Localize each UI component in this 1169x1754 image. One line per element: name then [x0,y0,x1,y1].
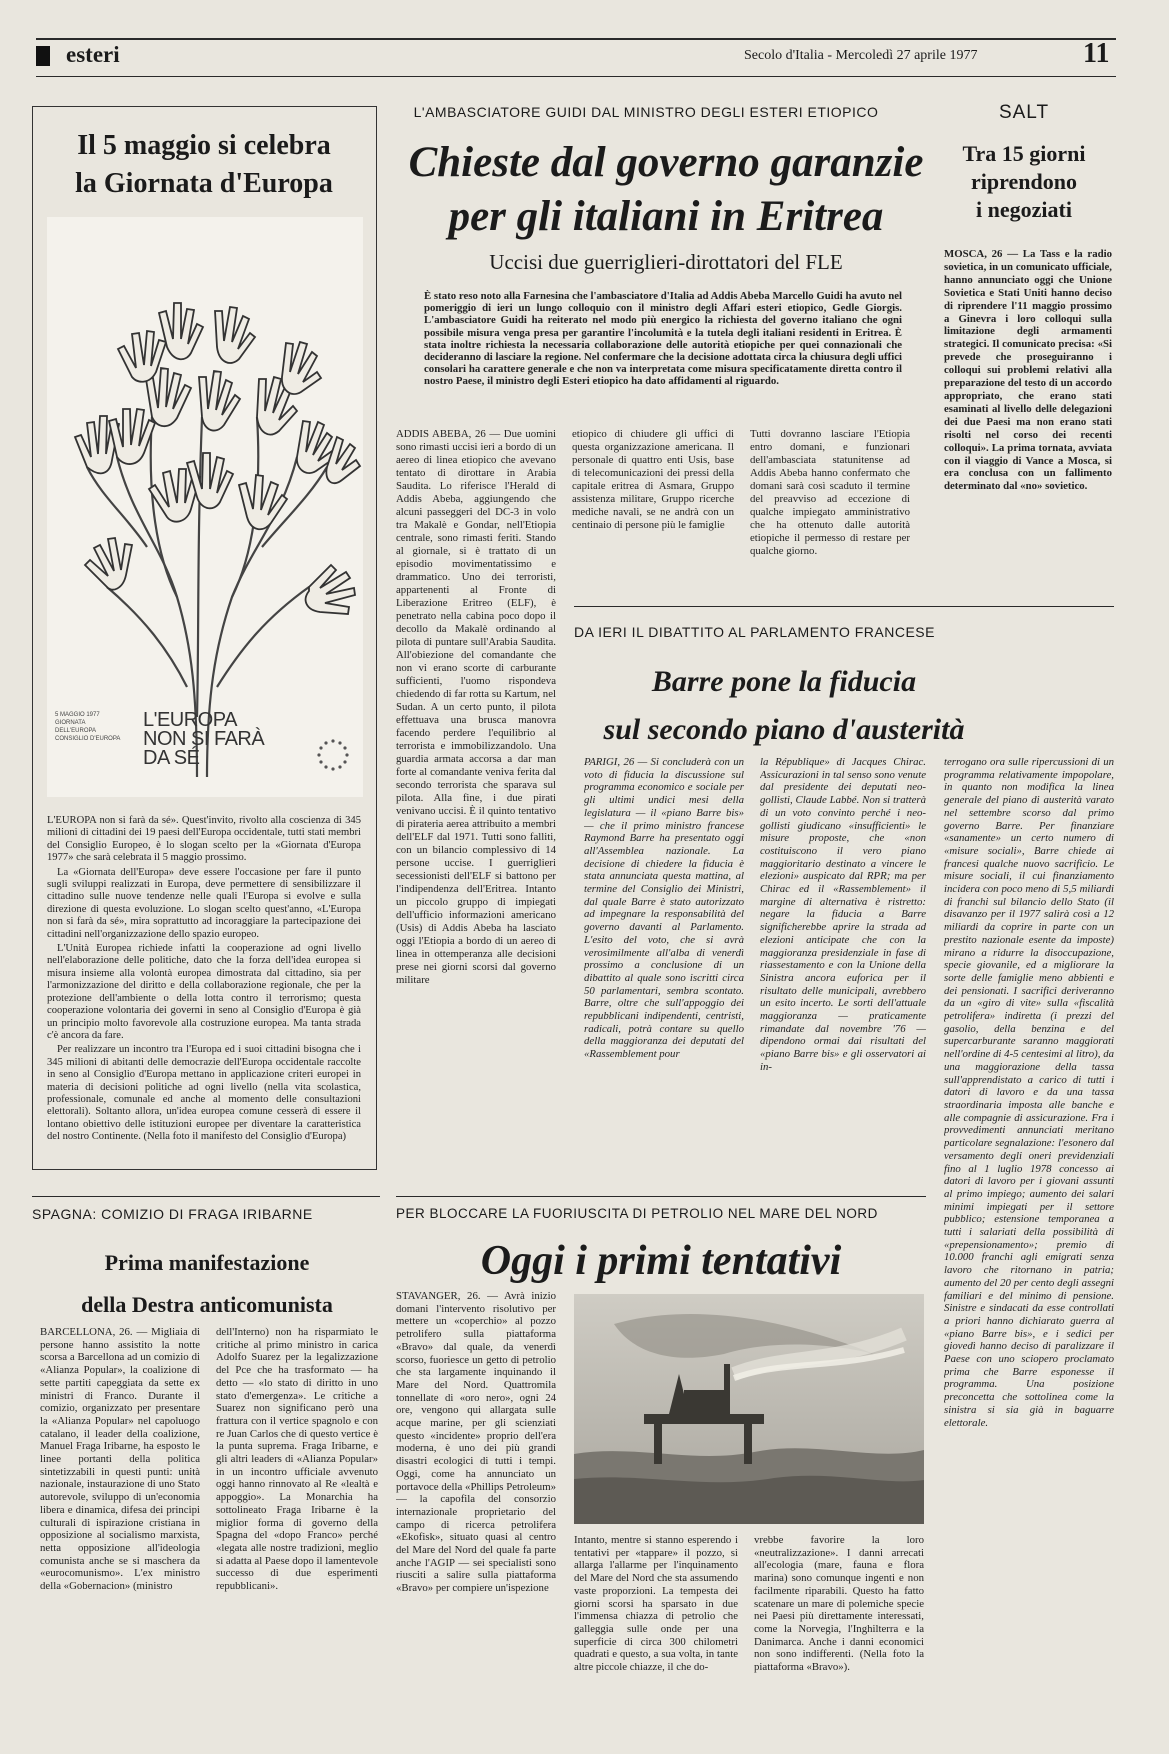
poster-slogan [143,711,264,768]
francia-top-rule [574,606,1114,607]
spagna-title-line2: della Destra anticomunista [81,1292,333,1317]
spagna-title-line1: Prima manifestazione [104,1250,310,1275]
header-top-rule [36,38,1116,40]
eritrea-col3: Tutti dovranno lasciare l'Etiopia entro domani, e funzionari dell'ambasciata statunitense ad Addis Abeba hanno confermato che domani sarà così scaduto il termine del preavviso ad eccezione di qualche impiegato amministrativo che ha ottenuto dalle autorità etiopiche il permesso di restare per qualche giorno. [750,428,910,557]
francia-title-line1: Barre pone la fiducia [651,665,917,698]
poster-slogan-line1: L'EUROPA [143,709,237,731]
salt-article [944,96,1120,616]
francia-col2: la République» di Jacques Chirac. Assicurazioni in tal senso sono venute dal presidente dei deputati neo-gollisti, Claude Labbé. Non si tratterà di un voto convinto perché i neo-gollisti giudicano «insufficienti» le misure proposte, che «non costituiscono il vero piano maggioritario destinato a vincere le elezioni» auspicato dal RPR; ma per Chirac ed il «Rassemblement» il margine di alternativa è ristretto: negare la fiducia a Barre significherebbe aprire la strada ad elezioni anticipate che con la maggioranza presidenziale in fase di riassestamento e con la Unione della Sinistra ancora euforica per il risultato delle municipali, avrebbero un esito incerto. Le sorti dell'attuale maggioranza — praticamente rimandate dal novembre '76 — dipendono ormai dai risultati del «piano Barre bis» e gli osservatori ai in- [760,756,926,1073]
petrolio-title: Oggi i primi tentativi [480,1238,842,1284]
page-header [0,0,1169,80]
poster-fineprint: 5 MAGGIO 1977 GIORNATA DELL'EUROPA CONSIGLIO D'EUROPA [55,712,121,742]
spagna-title [32,1242,382,1326]
salt-body: MOSCA, 26 — La Tass e la radio sovietica, in un comunicato ufficiale, hanno annunciato oggi che Unione Sovietica e Stati Uniti hanno deciso di riprendere l'11 maggio prossimo a Ginevra i loro colloqui sulla limitazione degli armamenti strategici. Il comunicato precisa: «Si prevede che proseguiranno i colloqui sui problemi relativi alla preparazione del testo di un accordo appropriato, che erano stati esaminati al livello delle delegazioni dei due Paesi ma non erano stati risolti nel corso dei recenti colloqui». La prima tornata, avviata con il viaggio di Vance a Mosca, si era conclusa con un fallimento determinato dal «no» sovietico. [944,248,1112,493]
eritrea-title [396,136,936,244]
oil-platform-photo [574,1294,924,1524]
section-marker [36,46,50,66]
europa-paragraph: L'Unità Europea richiede infatti la cooperazione ad ogni livello nell'elaborazione delle politiche, dato che la forza dell'idea europea si misura insieme alla volontà europea dimostrata dal cittadino, sia per l'armonizzazione del diritto e della collaborazione regionale, che per la protezione dell'ambiente o della lotta contro il terrorismo; questa cooperazione volontaria dei governi in seno al Consiglio d'Europa è già un principio molto favorevole alla costruzione europea. Ma tanta strada c'è ancora da fare. [47,943,361,1041]
salt-title-line1: Tra 15 giorni [962,141,1086,166]
eritrea-kicker: L'AMBASCIATORE GUIDI DAL MINISTRO DEGLI ESTERI ETIOPICO [413,104,879,120]
page-number: 11 [1083,38,1110,69]
europa-paragraph: Per realizzare un incontro tra l'Europa ed i suoi cittadini bisogna che i 345 milioni di abitanti delle democrazie dell'Europa occidentale raccolte in seno al Consiglio d'Europa mettano in applicazione criteri europei in materia di decisioni politiche ad ogni livello (nella vita scolastica, professionale, comunale ed anche al momento delle consultazioni elettorali). Soltanto allora, un'idea europea comune cesserà di essere il lontano obiettivo delle istituzioni europee per diventare la caratteristica del nostro Continente. (Nella foto il manifesto del Consiglio d'Europa) [47,1044,361,1143]
europa-title [33,127,375,203]
europa-title-line2: la Giornata d'Europa [75,168,333,199]
salt-kicker: SALT [998,102,1050,123]
salt-title-line3: i negoziati [976,197,1072,222]
petrolio-kicker: PER BLOCCARE LA FUORIUSCITA DI PETROLIO NEL MARE DEL NORD [396,1206,878,1221]
eritrea-subtitle: Uccisi due guerriglieri-dirottatori del FLE [489,250,843,274]
oil-platform-photo-icon [574,1294,924,1524]
council-of-europe-stars-icon [315,737,351,773]
petrolio-col3: vrebbe favorire la loro «neutralizzazione». I danni arrecati all'ecologia (mare, fauna e flora marina) sono comunque ingenti e non facilmente riparabili. Questo ha fatto scatenare un mare di polemiche specie nei Paesi più direttamente interessati, come la Norvegia, l'Inghilterra e la Danimarca. Anche i danni economici non sono indifferenti. (Nella foto la piattaforma «Bravo»). [754,1534,924,1674]
section-label: esteri [66,42,120,67]
petrolio-col1: STAVANGER, 26. — Avrà inizio domani l'intervento risolutivo per mettere un «coperchio» al pozzo petrolifero sulla piattaforma «Bravo» dal quale, da venerdì scorso, fuoriesce un getto di petrolio che sta largamente inquinando il Mare del Nord. Quattromila tonnellate di «oro nero», ogni 24 ore, vengono qui allargata sulle acque marine, per gli scienziati questo «incidente» proprio dell'era moderna, è uno dei più grandi disastri ecologici di tutti i tempi. Oggi, come ha annunciato un portavoce della «Phillips Petroleum» — la capofila del consorzio internazionale proprietario del campo di ricerca petrolifera «Ekofisk», situato quasi al centro del Mare del Nord del quale fa parte anche l'AGIP — sei specialisti sono riusciti a salire sulla piattaforma «Bravo» per compiere un'ispezione [396,1290,556,1595]
dateline: Secolo d'Italia - Mercoledì 27 aprile 1977 [744,48,978,63]
eritrea-lead: È stato reso noto alla Farnesina che l'ambasciatore d'Italia ad Addis Abeba Marcello Guidi ha avuto nel pomeriggio di ieri un lungo colloquio con il ministro degli Affari esteri etiopico, Gedle Giorgis. L'ambasciatore Guidi ha reiterato nel modo più energico la richiesta del governo italiano che ogni possibile misura venga presa per garantire l'incolumità e la tutela degli italiani residenti in Eritrea. È stata inoltre richiesta la necessaria collaborazione delle autorità etiopiche per quei connazionali che decideranno di lasciare la regione. Nel confermare che la decisione adottata circa la chiusura degli uffici consolari ha carattere generale e che non va interpretata come misura specificatamente diretta contro il nostro Paese, il ministro degli Esteri etiopico ha dato affidamenti al riguardo. [424,290,902,388]
petrolio-article [396,1200,936,1740]
eritrea-title-line2: per gli italiani in Eritrea [448,193,884,240]
poster-slogan-line3: DA SÉ [143,747,200,769]
petrolio-col2: Intanto, mentre si stanno esperendo i tentativi per «tappare» il pozzo, si allarga l'allarme per l'inquinamento del Mare del Nord che sta assumendo vaste proporzioni. La tempesta dei giorni scorsi ha sparsato in due l'immensa chiazza di petrolio che galleggia sulle onde per una superficie di circa 300 chilometri quadrati e questo, a sua volta, in tante altre piccole chiazze, il che do- [574,1534,738,1674]
europa-paragraph: L'EUROPA non si farà da sé». Quest'invito, rivolto alla coscienza di 345 milioni di cittadini dei 19 paesi dell'Europa occidentale, tutti stati membri del Consiglio Europeo, è lo slogan scelto per la «Giornata d'Europa 1977» che sarà celebrata il 5 maggio prossimo. [47,815,361,864]
petrolio-top-rule [396,1196,926,1197]
spagna-col2: dell'Interno) non ha risparmiato le critiche al primo ministro in carica Adolfo Suarez per la legalizzazione del Pce che ha trasformato — ha detto — «lo stato di diritto in uno stato d'emergenza». Le critiche a Suarez non significano però una frattura con il vertice spagnolo e con re Juan Carlos che di questo vertice è la punta suprema. Fraga Iribarne, e gli altri leaders di «Alianza Popular» in un incontro ufficiale avvenuto oggi hanno rinnovato al Re «lealtà e appoggio». La Monarchia ha sottolineato Fraga Iribarne è la miglior forma di governo della Spagna del «dopo Franco» perché «legata alle nostre tradizioni, meglio si adatta al Paese dopo il lamentevole successo di due esperimenti repubblicani». [216,1326,378,1593]
poster-slogan-line2: NON SI FARÀ [143,728,265,750]
francia-kicker: DA IERI IL DIBATTITO AL PARLAMENTO FRANCESE [574,624,935,640]
francia-col3: terrogano ora sulle ripercussioni di un programma relativamente impopolare, in quanto non modifica la linea generale del piano di austerità varato nel settembre scorso dal primo governo Barre. Per finanziare «sanamente» un certo numero di «misure sociali», Barre chiede ai francesi qualche nuovo sacrificio. Le misure sociali, il cui finanziamento incidera con poco meno di 5,5 miliardi di franchi sul bilancio dello Stato (il disavanzo per il 1977 salirà così a 12 miliardi da coprire in parte con un prestito nazionale esente da imposte) mirano a ridurre la disoccupazione, specie giovanile, ed a migliorare la sorte delle famiglie meno abbienti e dei pensionati. I sacrifici deriveranno da un «giro di vite» sulla «fiscalità petrolifera» indiretta (i prezzi del gasolio, della benzina e del supercarburante saranno maggiorati nell'ordine di 4-5 centesimi al litro), da una maggiorazione della tassa sull'apprendistato a carico di tutti i datori di lavoro e da una tassa straordinaria imposta alle banche e alle compagnie di assicurazione. Fra i provvedimenti annunciati meritano particolare segnalazione: l'esonero dal versamento degli oneri previdenziali fino al 1 luglio 1978 concesso ai datori di lavoro per i giovani assunti al primo impiego; aumento dei salari minimi impiegati per il settore pubblico; estensione temporanea a tutti i salariati della possibilità di «prepensionamento»; premio di 10.000 franchi agli emigrati senza lavoro che ritornano in patria; aumento del 20 per cento degli assegni familiari e del minimo di pensione. Sinistre e sindacati da esse controllati a priori hanno dichiarato guerra al «piano Barre bis», e i sedici per giovedì hanno deciso di paralizzare il Paese con uno sciopero proclamato prima che Barre esponesse il programma. Una posizione preconcetta che sottolinea come la sinistra si sia già in baguarre elettorale. [944,756,1114,1429]
europa-paragraph: La «Giornata dell'Europa» deve essere l'occasione per fare il punto sugli sviluppi realizzati in Europa, deve permettere di sensibilizzare il cittadino sulle nuove tendenze nelle quali l'Europa si evolve e sulla direzione di questa evoluzione. Lo slogan scelto quest'anno, «L'Europa non si farà da sé», mira soprattutto ad incoraggiare la partecipazione dei cittadini nell'organizzazione dello spazio europeo. [47,866,361,940]
eritrea-title-line1: Chieste dal governo garanzie [408,139,924,186]
salt-title [944,140,1104,224]
europa-title-line1: Il 5 maggio si celebra [77,130,331,161]
spagna-article [32,1200,382,1740]
francia-title-line2: sul secondo piano d'austerità [603,713,965,746]
salt-title-line2: riprendono [971,169,1077,194]
europa-poster [47,217,363,797]
spagna-top-rule [32,1196,380,1197]
spagna-kicker: SPAGNA: COMIZIO DI FRAGA IRIBARNE [32,1206,313,1222]
francia-col1: PARIGI, 26 — Si concluderà con un voto di fiducia la discussione sul programma economico e sociale per gli ultimi undici mesi della legislatura — il «piano Barre bis» — che il primo ministro francese Raymond Barre ha presentato oggi all'Assemblea nazionale. La decisione di chiedere la fiducia è stata annunciata questa mattina, al termine del Consiglio dei Ministri, dal quale Barre è stato autorizzato ad impegnare la responsabilità del governo davanti al Parlamento. L'esito del voto, che si avrà verosimilmente all'alba di venerdì prossimo a conclusione di un dibattito al quale sono iscritti circa 50 parlamentari, sembra scontato. Barre, oltre che sull'appoggio dei repubblicani indipendenti, centristi, radicali, potrà contare su quello della maggioranza dei deputati del «Rassemblement pour [584,756,744,1061]
europa-body [47,815,361,1161]
europa-article [32,106,377,1170]
francia-title [574,658,994,754]
eritrea-col1: ADDIS ABEBA, 26 — Due uomini sono rimasti uccisi ieri a bordo di un aereo di linea etiopico che avevano tentato di dirottare in Arabia Saudita. Lo riferisce l'Herald di Addis Abeba, aggiungendo che alcuni passeggeri del DC-3 in volo tra Makalè e Gondar, nell'Etiopia centrale, sono rimasti feriti. Stando al giornale, si è trattato di un episodio movimentatissimo e drammatico. Uno dei terroristi, appartenenti al Fronte di Liberazione Eritreo (ELF), è penetrato nella cabina poco dopo il decollo da Makalè ordinando al pilota di puntare sull'Arabia Saudita. All'obiezione del comandante che non vi erano scorte di carburante sufficienti, l'uomo rispondeva chiedendo di far rotta su Kartum, nel Sudan. A un certo punto, il pilota effettuava una brusca manovra facendo perdere l'equilibrio al terrorista e immobilizzandolo. Una guardia armata accorsa a dar man forte al comandante veniva ferita dal secondo terrorista che sparava sul pilota. Alla fine, i due pirati venivano uccisi. È il quinto tentativo di pirateria aerea attribuito a membri dell'ELF dal 1971. Tutti sono falliti, con un bilancio complessivo di 14 persone uccise. I guerriglieri secessionisti dell'ELF si battono per l'indipendenza dell'Eritrea. Intanto un piccolo gruppo di impiegati dell'ufficio informazioni americano (Usis) di Addis Abeba ha lasciato oggi l'Etiopia a bordo di un aereo di linea in ottemperanza alle decisioni prese nei giorni scorsi dal governo militare [396,428,556,986]
spagna-col1: BARCELLONA, 26. — Migliaia di persone hanno assistito la notte scorsa a Barcellona ad un comizio di «Alianza Popular», la coalizione di sette partiti capeggiata da sette ex ministri di Franco. Durante il comizio, organizzato per presentare la «Alianza Popular» nel capoluogo catalano, il leader della coalizione, Manuel Fraga Iribarne, ha esposto le linee portanti della politica sintetizzabili in questi punti: unità nazionale, instaurazione di uno Stato autorevole, sviluppo di un'economia libera e dinamica, difesa dei principi culturali di ispirazione cristiana in opposizione al socialismo marxista, netta opposizione all'ideologia comunista anche se si maschera da «eurocomunismo». L'ex ministro della «Gobernacion» (ministro [40,1326,200,1593]
header-bottom-rule [36,76,1116,77]
eritrea-col2: etiopico di chiudere gli uffici di questa organizzazione americana. Il personale di quattro enti Usis, base di telecomunicazioni dei pressi della capitale eritrea di Asmara, Gruppo assistenza militare, Gruppo ricerche mediche navali, se ne andrà con un centinaio di persone più le famiglie [572,428,734,531]
